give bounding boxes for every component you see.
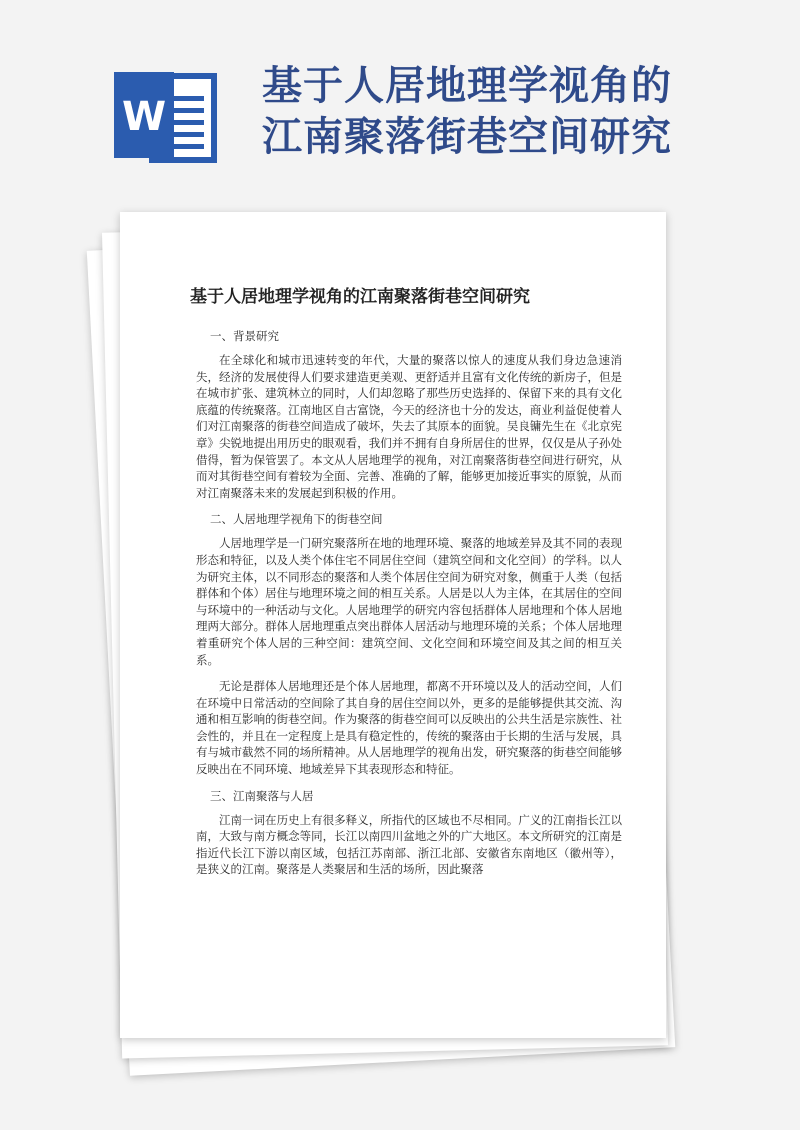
section-heading: 二、人居地理学视角下的街巷空间 <box>210 512 383 527</box>
word-icon <box>112 68 222 168</box>
word-icon-letter: W <box>121 94 167 140</box>
document-title: 基于人居地理学视角的江南聚落街巷空间研究 <box>190 287 530 307</box>
section-heading: 一、背景研究 <box>210 329 279 343</box>
banner-title-line-2: 江南聚落街巷空间研究 <box>262 113 672 160</box>
banner-title-line-1: 基于人居地理学视角的 <box>262 62 672 109</box>
paragraph: 人居地理学是一门研究聚落所在地的地理环境、聚落的地域差异及其不同的表现形态和特征，以及人类个体住宅不同居住空间（建筑空间和文化空间）的学科。以人为研究主体，以不同形态的聚落和人类个体居住空间为研究对象，侧重于人类（包括群体和个体）居住与地理环境之间的相互关系。人居是以人为主体，在其居住的空间与环境中的一种活动与文化。人居地理学的研究内容包括群体人居地理和个体人居地理两大部分。群体人居地理重点突出群体人居活动与地理环境的关系；个体人居地理着重研究个体人居的三种空间：建筑空间、文化空间和环境空间及其之间的相互关系。 <box>196 536 622 667</box>
document-body <box>196 328 622 888</box>
banner-title <box>262 60 792 162</box>
paragraph: 无论是群体人居地理还是个体人居地理，都离不开环境以及人的活动空间，人们在环境中日常活动的空间除了其自身的居住空间以外，更多的是能够提供其交流、沟通和相互影响的街巷空间。作为聚落的街巷空间可以反映出的公共生活是宗族性、社会性的，并且在一定程度上是具有稳定性的，传统的聚落由于长期的生活与发展，具有与城市截然不同的场所精神。从人居地理学的视角出发，研究聚落的街巷空间能够反映出在不同环境、地域差异下其表现形态和特征。 <box>196 679 622 777</box>
paragraph: 江南一词在历史上有很多释义，所指代的区域也不尽相同。广义的江南指长江以南，大致与南方概念等同，长江以南四川盆地之外的广大地区。本文所研究的江南是指近代长江下游以南区域，包括江苏南部、浙江北部、安徽省东南地区（徽州等），是狭义的江南。聚落是人类聚居和生活的场所，因此聚落 <box>196 812 622 877</box>
document-page <box>120 212 666 1038</box>
section-heading: 三、江南聚落与人居 <box>210 788 314 803</box>
paragraph: 在全球化和城市迅速转变的年代，大量的聚落以惊人的速度从我们身边急速消失，经济的发展使得人们要求建造更美观、更舒适并且富有文化传统的新房子，但是在城市扩张、建筑林立的同时，人们却忽略了那些历史选择的、保留下来的具有文化底蕴的传统聚落。江南地区自古富饶，今天的经济也十分的发达，商业利益促使着人们对江南聚落的街巷空间造成了破坏，失去了其原本的面貌。吴良镛先生在《北京宪章》尖锐地提出用历史的眼观看，我们并不拥有自身所居住的世界，仅仅是从子孙处借得，暂为保管罢了。本文从人居地理学的视角，对江南聚落街巷空间进行研究，从而对其街巷空间有着较为全面、完善、准确的了解，能够更加接近事实的原貌，从而对江南聚落未来的发展起到积极的作用。 <box>196 353 622 500</box>
